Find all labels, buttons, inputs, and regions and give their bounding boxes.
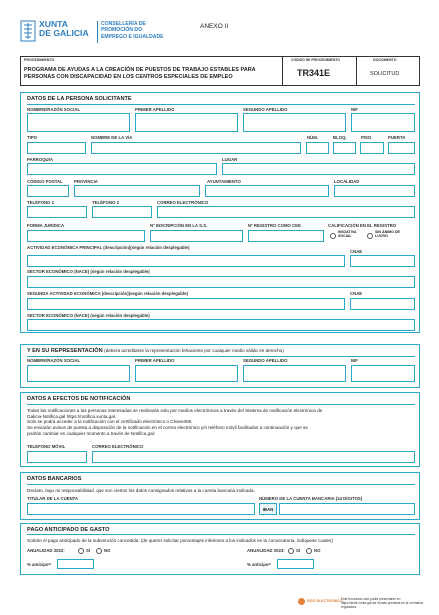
footer-note xyxy=(341,597,439,609)
footer-note-line1: Este formulario solo podrá presentarse en xyxy=(341,597,401,601)
parish-label: PARROQUIA xyxy=(27,157,53,162)
phone1-field[interactable] xyxy=(27,206,87,218)
nif-field[interactable] xyxy=(351,113,415,132)
mobile-field[interactable] xyxy=(27,451,87,463)
percent-2023-field[interactable] xyxy=(277,559,314,569)
surname2-field[interactable] xyxy=(243,113,346,132)
registry-social-radio[interactable] xyxy=(330,233,336,239)
xunta-logo-icon xyxy=(20,20,36,42)
rep-surname2-field[interactable] xyxy=(243,365,346,382)
block-label: BLOQ. xyxy=(333,135,347,140)
registry-social-line1: INICIATIVA xyxy=(338,230,357,234)
annuity-2022-yes-radio[interactable] xyxy=(78,548,84,554)
representation-title xyxy=(27,349,284,355)
place-field[interactable] xyxy=(222,163,415,175)
registry-nonprofit-line1: SIN ÁNIMO DE xyxy=(375,230,400,234)
block-field[interactable] xyxy=(333,142,356,154)
email-field[interactable] xyxy=(157,206,415,218)
notification-p3-line2: podrán cambiar en cualquier momento a través de Notifica.gal: xyxy=(27,430,155,436)
dept-line3: EMPREGO E IGUALDADE xyxy=(101,33,164,40)
footer-brand: ISSO ELECTRÓNICO xyxy=(307,599,343,603)
applicant-title-rule xyxy=(27,104,415,105)
annuity-2023-label: ANUALIDAD 2023: xyxy=(247,548,285,553)
legal-form-label: FORMA JURÍDICA xyxy=(27,223,65,228)
department-name xyxy=(101,21,164,40)
registry-social-line2: SOCIAL xyxy=(338,234,352,239)
door-label: PUERTA xyxy=(388,135,406,140)
rep-surname2-label: SEGUNDO APELLIDO xyxy=(243,358,288,363)
rep-surname1-label: PRIMER APELLIDO xyxy=(135,358,175,363)
notification-p1-line2: Galicia-Notifica.gal https://notifica.xunta.gal. xyxy=(27,413,117,419)
cee-number-field[interactable] xyxy=(248,230,324,242)
rep-name-label: NOMBRE/RAZÓN SOCIAL xyxy=(27,358,80,363)
annuity-2023-no-label: NO xyxy=(314,548,321,553)
procedure-divider xyxy=(282,56,283,86)
place-label: LUGAR xyxy=(222,157,238,162)
bank-title-rule xyxy=(27,484,415,485)
legal-form-field[interactable] xyxy=(27,230,145,242)
notification-p3-line1: Se enviarán avisos de puesta a disposición de la notificación en el correo electrónico y/o teléfono móvil facilitados a continuación y que se xyxy=(27,425,308,431)
ss-number-label: Nº INSCRIPCIÓN EN LA S.S. xyxy=(150,223,208,228)
cnae2-label: CNAE xyxy=(350,291,363,296)
cnae2-field[interactable] xyxy=(350,298,415,310)
advance-request: Solicito el pago anticipado de la subvención concedida: (de querer solicitar porcentajes inferiores a los indicados en la convocatoria, indíquese cuales) xyxy=(27,538,333,543)
name-label: NOMBRE/RAZÓN SOCIAL xyxy=(27,107,80,112)
phone1-label: TELÉFONO 1 xyxy=(27,200,54,205)
annuity-2022-no-radio[interactable] xyxy=(96,548,102,554)
iban-prefix xyxy=(259,503,277,515)
rep-nif-field[interactable] xyxy=(351,365,415,382)
applicant-title: DATOS DE LA PERSONA SOLICITANTE xyxy=(27,96,132,102)
org-name-line2: DE GALICIA xyxy=(39,28,89,39)
bank-title: DATOS BANCARIOS xyxy=(27,476,82,482)
mobile-label: TELÉFONO MÓVIL xyxy=(27,444,66,449)
phone2-field[interactable] xyxy=(92,206,152,218)
ss-number-field[interactable] xyxy=(150,230,243,242)
surname2-label: SEGUNDO APELLIDO xyxy=(243,107,288,112)
sector1-field[interactable] xyxy=(27,276,415,288)
notification-p2: Solo se podrá acceder a la notificación con el certificado electrónico o Chave365. xyxy=(27,419,193,425)
advance-title: PAGO ANTICIPADO DE GASTO xyxy=(27,527,110,533)
cee-number-label: Nº REGISTRO COMO CEE xyxy=(248,223,301,228)
representation-title-rule xyxy=(27,356,415,357)
annuity-2022-label: ANUALIDAD 2022: xyxy=(27,548,65,553)
code-label: CÓDIGO DE PROCEDIMIENTO xyxy=(291,58,340,62)
code-divider xyxy=(356,56,357,86)
province-label: PROVINCIA xyxy=(74,179,98,184)
dept-line1: CONSELLERÍA DE xyxy=(101,21,146,27)
percent-2022-field[interactable] xyxy=(57,559,94,569)
floor-field[interactable] xyxy=(360,142,384,154)
representation-title-text: Y EN SU REPRESENTACIÓN xyxy=(27,348,103,354)
registry-label: CALIFICACIÓN EN EL REGISTRO xyxy=(328,223,397,228)
notification-title-rule xyxy=(27,404,415,405)
street-field[interactable] xyxy=(91,142,301,154)
postal-field[interactable] xyxy=(27,185,69,197)
electronic-seal-icon xyxy=(298,598,305,605)
rep-surname1-field[interactable] xyxy=(135,365,238,382)
sector1-label: SECTOR ECONÓMICO (NACE) (según relación desplegable) xyxy=(27,269,150,274)
type-field[interactable] xyxy=(27,142,86,154)
registry-nonprofit-radio[interactable] xyxy=(367,233,373,239)
procedure-text-line2: PERSONAS CON DISCAPACIDAD EN LOS CENTROS ESPECIALES DE EMPLEO xyxy=(24,73,233,80)
bank-declaration: Declaro, bajo mi responsabilidad, que son ciertos los datos consignados relativos a la cuenta bancaria indicada. xyxy=(27,488,255,493)
org-name xyxy=(39,20,89,38)
procedure-code: TR341E xyxy=(297,68,331,78)
email-label: CORREO ELECTRÓNICO xyxy=(157,200,209,205)
org-name-line1: XUNTA xyxy=(39,19,68,29)
dept-line2: PROMOCIÓN DO xyxy=(101,27,143,34)
notification-p1-line1: Todas las notificaciones a las personas interesadas se realizarán solo por medios electrónicos a través del Sistema de notificación electrónica de xyxy=(27,408,323,413)
notification-text xyxy=(27,408,322,437)
annuity-2023-yes-radio[interactable] xyxy=(288,548,294,554)
rep-nif-label: NIF xyxy=(351,358,358,363)
advance-title-rule xyxy=(27,534,415,535)
annuity-2023-yes-label: SÍ xyxy=(296,548,301,553)
annuity-2023-no-radio[interactable] xyxy=(306,548,312,554)
council-field[interactable] xyxy=(205,185,329,197)
council-label: AYUNTAMIENTO xyxy=(207,179,241,184)
percent-2023-label: % anticipo= xyxy=(247,562,271,567)
door-field[interactable] xyxy=(388,142,415,154)
procedure-label: PROCEDIMIENTO xyxy=(24,58,55,62)
phone2-label: TELÉFONO 2 xyxy=(92,200,119,205)
name-field[interactable] xyxy=(27,113,130,132)
sector2-label: SECTOR ECONÓMICO (NACE) (según relación desplegable) xyxy=(27,313,150,318)
holder-field[interactable] xyxy=(27,503,255,515)
representation-subtitle: (deberá acreditarse la representación fehaciente por cualquier medio válido en derecho) xyxy=(104,348,284,353)
registry-nonprofit-line2: LUCRO xyxy=(375,234,388,239)
document-label: DOCUMENTO xyxy=(373,58,397,62)
document-type: SOLICITUD xyxy=(370,71,400,77)
nif-label: NIF xyxy=(351,107,358,112)
holder-label: TITULAR DE LA CUENTA xyxy=(27,496,79,501)
province-field[interactable] xyxy=(74,185,200,197)
sector2-field[interactable] xyxy=(27,319,415,331)
activity2-field[interactable] xyxy=(27,298,345,310)
activity1-label: ACTIVIDAD ECONÓMICA PRINCIPAL (descripción)(según relación desplegable) xyxy=(27,245,190,250)
street-label: NOMBRE DE LA VÍA xyxy=(91,135,133,140)
parish-field[interactable] xyxy=(27,163,217,175)
annuity-2022-no-label: NO xyxy=(104,548,111,553)
percent-2022-label: % anticipo= xyxy=(27,562,51,567)
registry-nonprofit-label xyxy=(375,230,400,239)
floor-label: PISO xyxy=(361,135,372,140)
footer-note-line2: https://sede.xunta.gal las formas previstas en la normativa reguladora xyxy=(341,601,424,609)
annex-label: ANEXO II xyxy=(200,23,229,30)
cnae1-field[interactable] xyxy=(350,255,415,267)
account-number-field[interactable] xyxy=(279,503,415,515)
notif-email-label: CORREO ELECTRÓNICO xyxy=(92,444,144,449)
notif-email-field[interactable] xyxy=(92,451,415,463)
registry-social-label xyxy=(338,230,356,239)
activity2-label: SEGUNDA ACTIVIDAD ECONÓMICA (descripción)(según relación desplegable) xyxy=(27,291,188,296)
activity1-field[interactable] xyxy=(27,255,345,267)
locality-label: LOCALIDAD xyxy=(334,179,360,184)
annuity-2022-yes-label: SÍ xyxy=(86,548,91,553)
num-field[interactable] xyxy=(306,142,329,154)
account-number-label: NÚMERO DE LA CUENTA BANCARIA (24 DÍGITOS) xyxy=(259,496,363,501)
notification-title: DATOS A EFECTOS DE NOTIFICACIÓN xyxy=(27,396,131,402)
num-label: NÚM. xyxy=(307,135,318,140)
procedure-text-line1: PROGRAMA DE AYUDAS A LA CREACIÓN DE PUESTOS DE TRABAJO ESTABLES PARA xyxy=(24,67,256,73)
cnae1-label: CNAE xyxy=(350,249,363,254)
header-divider xyxy=(97,21,98,43)
surname1-label: PRIMER APELLIDO xyxy=(135,107,175,112)
type-label: TIPO xyxy=(27,135,38,140)
surname1-field[interactable] xyxy=(135,113,238,132)
procedure-text xyxy=(24,67,256,81)
rep-name-field[interactable] xyxy=(27,365,130,382)
postal-label: CÓDIGO POSTAL xyxy=(27,179,63,184)
locality-field[interactable] xyxy=(334,185,415,197)
iban-label: IBAN xyxy=(262,507,274,512)
